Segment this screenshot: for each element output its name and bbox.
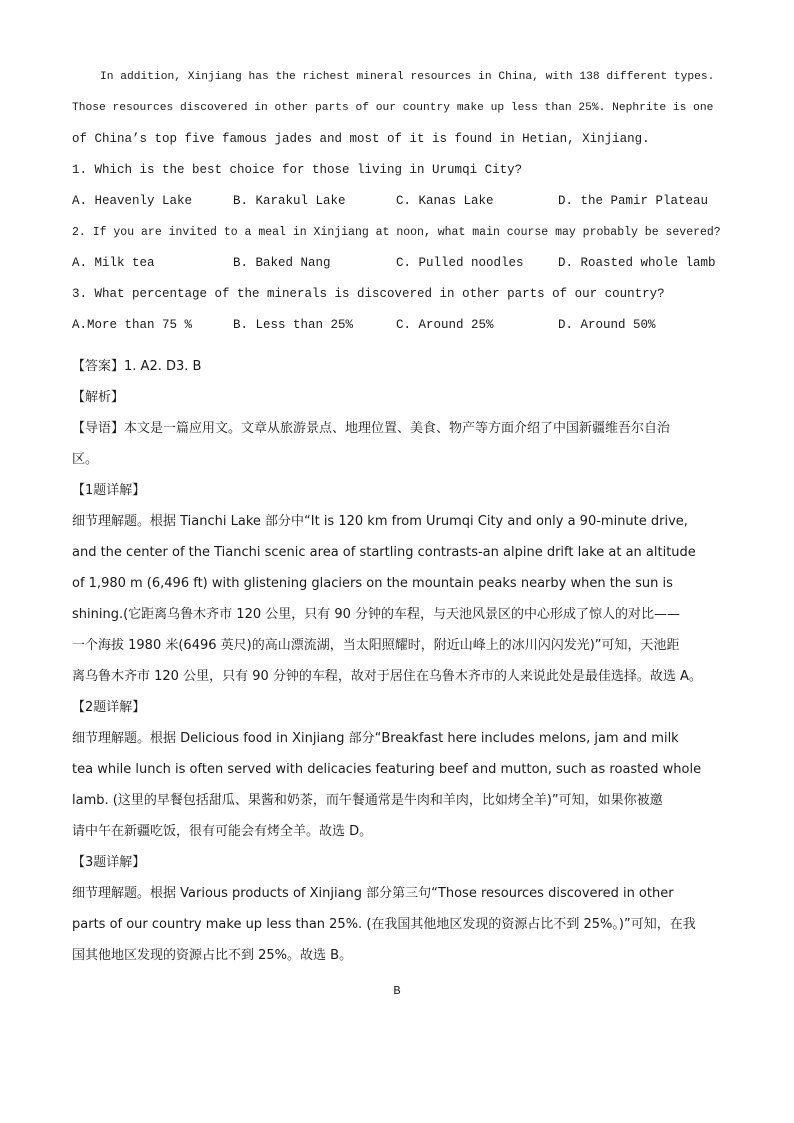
option-a: A.More than 75 % — [72, 318, 193, 332]
passage-line: Those resources discovered in other parts of our country make up less than 25%. Nephrite is one — [72, 102, 714, 114]
q1-line: 离乌鲁木齐市 120 公里，只有 90 分钟的车程，故对于居住在乌鲁木齐市的人来说此处是最佳选择。故选 A。 — [72, 669, 702, 684]
q1-heading: 【1题详解】 — [72, 483, 146, 498]
q3-heading: 【3题详解】 — [72, 855, 146, 870]
option-a: A. Milk tea — [72, 256, 155, 270]
q2-line: 细节理解题。根据 Delicious food in Xinjiang 部分“Breakfast here includes melons, jam and milk — [72, 731, 679, 746]
q2-line: tea while lunch is often served with delicacies featuring beef and mutton, such as roasted whole — [72, 762, 702, 777]
q1-line: shining.(它距离乌鲁木齐市 120 公里，只有 90 分钟的车程，与天池风景区的中心形成了惊人的对比—— — [72, 607, 681, 622]
option-b: B. Karakul Lake — [233, 194, 346, 208]
passage-line: of China’s top five famous jades and most of it is found in Hetian, Xinjiang. — [72, 132, 650, 146]
document-page — [72, 62, 724, 971]
q3-line: parts of our country make up less than 25%. (在我国其他地区发现的资源占比不到 25%。)”可知，在我 — [72, 917, 696, 932]
answer-line — [72, 351, 724, 382]
q1-line: 一个海拔 1980 米(6496 英尺)的高山漂流湖，当太阳照耀时，附近山峰上的冰川闪闪发光)”可知，天池距 — [72, 638, 680, 653]
q3-line: 细节理解题。根据 Various products of Xinjiang 部分第三句“Those resources discovered in other — [72, 886, 674, 901]
question-options — [72, 310, 724, 341]
option-c: C. Pulled noodles — [396, 256, 524, 270]
q1-line: of 1,980 m (6,496 ft) with glistening glaciers on the mountain peaks nearby when the sun is — [72, 576, 673, 591]
answer-label: 【答案】 — [72, 359, 125, 374]
guide-line: 【导语】本文是一篇应用文。文章从旅游景点、地理位置、美食、物产等方面介绍了中国新疆维吾尔自治 — [72, 421, 671, 436]
question-stem: 1. Which is the best choice for those living in Urumqi City? — [72, 163, 523, 177]
option-d: D. the Pamir Plateau — [558, 194, 709, 208]
passage-line: In addition, Xinjiang has the richest mineral resources in China, with 138 different types. — [100, 71, 715, 83]
q1-line: 细节理解题。根据 Tianchi Lake 部分中“It is 120 km from Urumqi City and only a 90-minute drive, — [72, 514, 688, 529]
q2-heading: 【2题详解】 — [72, 700, 146, 715]
q3-line: 国其他地区发现的资源占比不到 25%。故选 B。 — [72, 948, 353, 963]
q2-line: lamb. (这里的早餐包括甜瓜、果酱和奶茶，而午餐通常是牛肉和羊肉，比如烤全羊)”可知，如果你被邀 — [72, 793, 663, 808]
option-a: A. Heavenly Lake — [72, 194, 193, 208]
question-options — [72, 248, 724, 279]
q2-line: 请中午在新疆吃饭，很有可能会有烤全羊。故选 D。 — [72, 824, 373, 839]
answer-text: 1. A2. D3. B — [124, 359, 202, 374]
option-b: B. Less than 25% — [233, 318, 354, 332]
option-b: B. Baked Nang — [233, 256, 331, 270]
option-c: C. Kanas Lake — [396, 194, 494, 208]
question-stem: 2. If you are invited to a meal in Xinjiang at noon, what main course may probably be severed? — [72, 226, 721, 239]
question-stem: 3. What percentage of the minerals is discovered in other parts of our country? — [72, 287, 665, 301]
option-d: D. Roasted whole lamb — [558, 256, 716, 270]
question-options — [72, 186, 724, 217]
option-d: D. Around 50% — [558, 318, 656, 332]
option-c: C. Around 25% — [396, 318, 494, 332]
analysis-label: 【解析】 — [72, 390, 125, 405]
q1-line: and the center of the Tianchi scenic area of startling contrasts-an alpine drift lake at an altitude — [72, 545, 696, 560]
guide-line: 区。 — [72, 452, 99, 467]
page-footer: B — [393, 984, 401, 998]
